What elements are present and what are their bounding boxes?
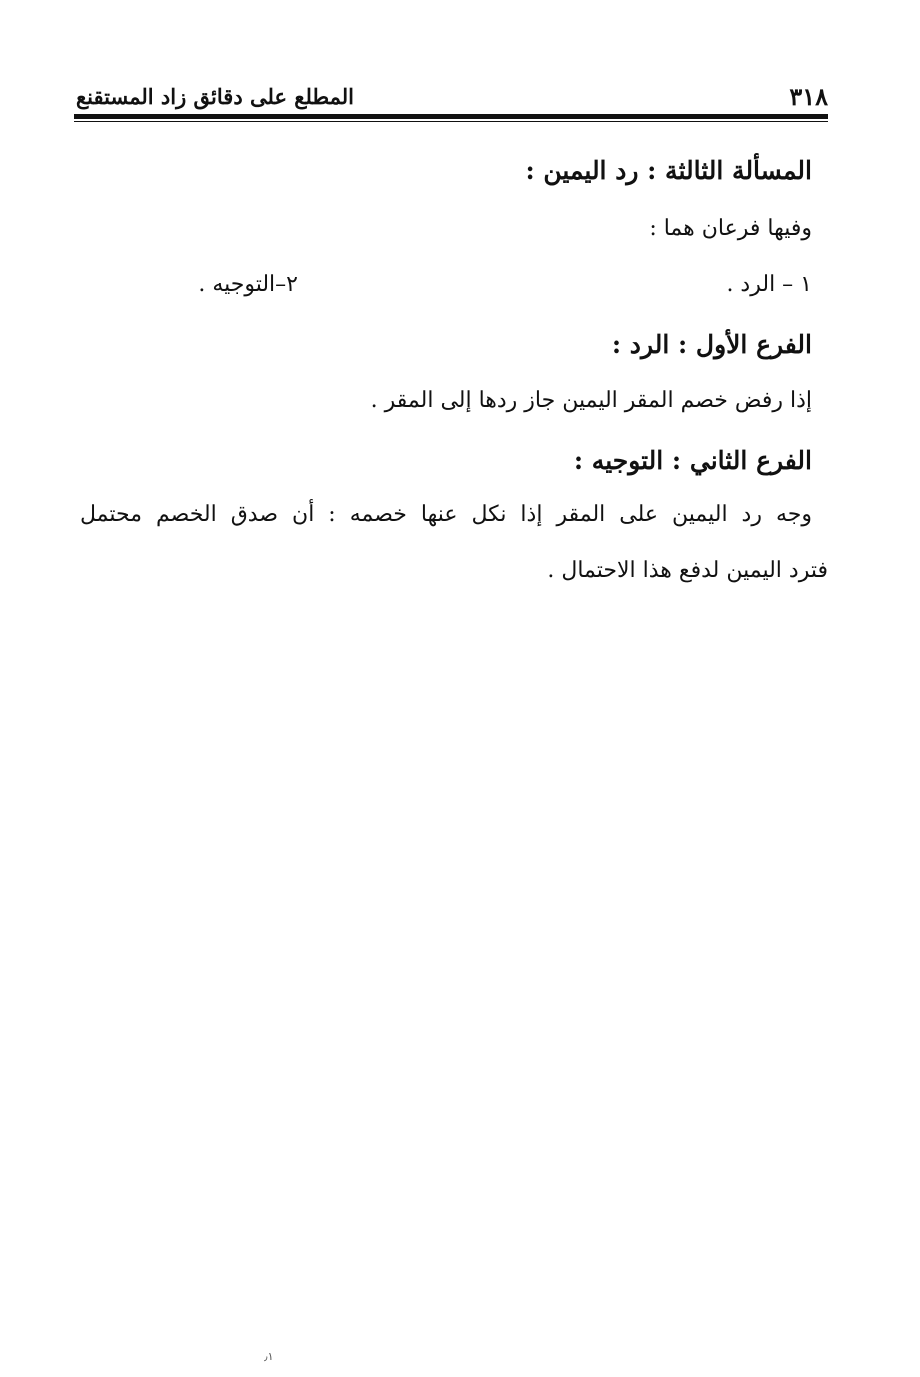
running-title: المطلع على دقائق زاد المستقنع — [76, 83, 355, 109]
list-item-1: ١ – الرد . — [726, 272, 812, 297]
paragraph-1: إذا رفض خصم المقر اليمين جاز ردها إلى المقر . — [370, 388, 812, 413]
subsection-heading-2: الفرع الثاني : التوجيه : — [573, 446, 812, 475]
header-rule-thick — [74, 114, 828, 119]
page-header — [76, 78, 828, 114]
paragraph-2-line-1: وجه رد اليمين على المقر إذا نكل عنها خصمه : أن صدق الخصم محتمل — [80, 502, 812, 527]
subsection-heading-1: الفرع الأول : الرد : — [611, 330, 812, 359]
paragraph-2-line-2: فترد اليمين لدفع هذا الاحتمال . — [547, 558, 828, 583]
list-item-2: ٢–التوجيه . — [198, 272, 298, 297]
intro-text: وفيها فرعان هما : — [649, 216, 812, 241]
footer-mark: ٫١ — [264, 1350, 274, 1363]
section-heading-3: المسألة الثالثة : رد اليمين : — [525, 156, 812, 185]
page-number: ٣١٨ — [789, 81, 828, 111]
header-rule-thin — [74, 121, 828, 122]
